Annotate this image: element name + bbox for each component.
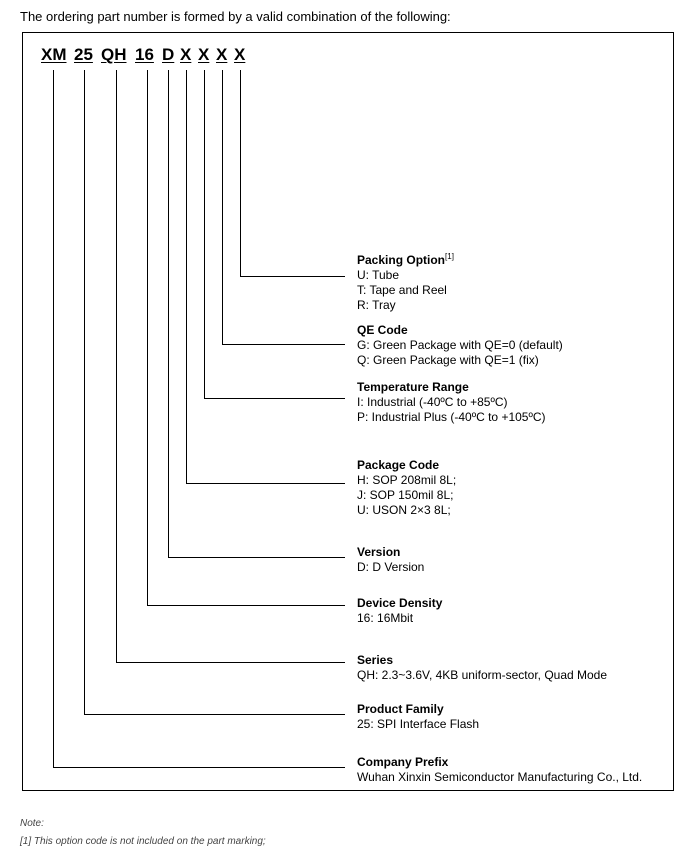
qe-title: QE Code <box>357 323 408 337</box>
version-title: Version <box>357 545 401 559</box>
pn-density: 16 <box>135 45 154 64</box>
packing-line: R: Tray <box>357 298 396 312</box>
pn-package: X <box>180 45 192 64</box>
line-packing <box>241 70 346 277</box>
package-line: U: USON 2×3 8L; <box>357 503 451 517</box>
prefix-title: Company Prefix <box>357 755 449 769</box>
packing-option-block <box>357 249 454 313</box>
pn-family: 25 <box>74 45 93 64</box>
temperature-line: P: Industrial Plus (-40ºC to +105ºC) <box>357 410 546 424</box>
note-label: Note: <box>20 818 44 829</box>
family-line: 25: SPI Interface Flash <box>357 717 480 731</box>
family-title: Product Family <box>357 702 444 716</box>
version-line: D: D Version <box>357 560 425 574</box>
line-temperature <box>205 70 346 399</box>
pn-temperature: X <box>198 45 210 64</box>
pn-prefix: XM <box>41 45 67 64</box>
line-series <box>117 70 346 663</box>
packing-line: T: Tape and Reel <box>357 283 447 297</box>
qe-line: G: Green Package with QE=0 (default) <box>357 338 563 352</box>
line-family <box>85 70 346 715</box>
temperature-line: I: Industrial (-40ºC to +85ºC) <box>357 395 508 409</box>
company-prefix-block <box>357 755 642 785</box>
temperature-title: Temperature Range <box>357 380 469 394</box>
series-block <box>357 653 607 683</box>
intro-text: The ordering part number is formed by a valid combination of the following: <box>20 9 451 24</box>
product-family-block <box>357 702 479 732</box>
density-title: Device Density <box>357 596 443 610</box>
package-code-block <box>357 458 456 518</box>
device-density-block <box>357 596 442 626</box>
pn-qe: X <box>216 45 228 64</box>
pn-version: D <box>162 45 175 64</box>
line-version <box>169 70 346 558</box>
series-title: Series <box>357 653 394 667</box>
pn-series: QH <box>101 45 127 64</box>
series-line: QH: 2.3~3.6V, 4KB uniform-sector, Quad Mode <box>357 668 608 682</box>
package-line: H: SOP 208mil 8L; <box>357 473 457 487</box>
packing-line: U: Tube <box>357 268 400 282</box>
qe-line: Q: Green Package with QE=1 (fix) <box>357 353 539 367</box>
pn-packing: X <box>234 45 246 64</box>
temperature-range-block <box>357 380 546 425</box>
density-line: 16: 16Mbit <box>357 611 414 625</box>
line-density <box>148 70 346 606</box>
prefix-line: Wuhan Xinxin Semiconductor Manufacturing Co., Ltd. <box>357 770 643 784</box>
packing-title: Packing Option <box>357 253 446 267</box>
note-text: [1] This option code is not included on the part marking; <box>20 836 266 847</box>
version-block <box>357 545 424 575</box>
qe-code-block <box>357 323 563 368</box>
package-title: Package Code <box>357 458 440 472</box>
package-line: J: SOP 150mil 8L; <box>357 488 454 502</box>
packing-footnote-ref: [1] <box>445 252 454 261</box>
